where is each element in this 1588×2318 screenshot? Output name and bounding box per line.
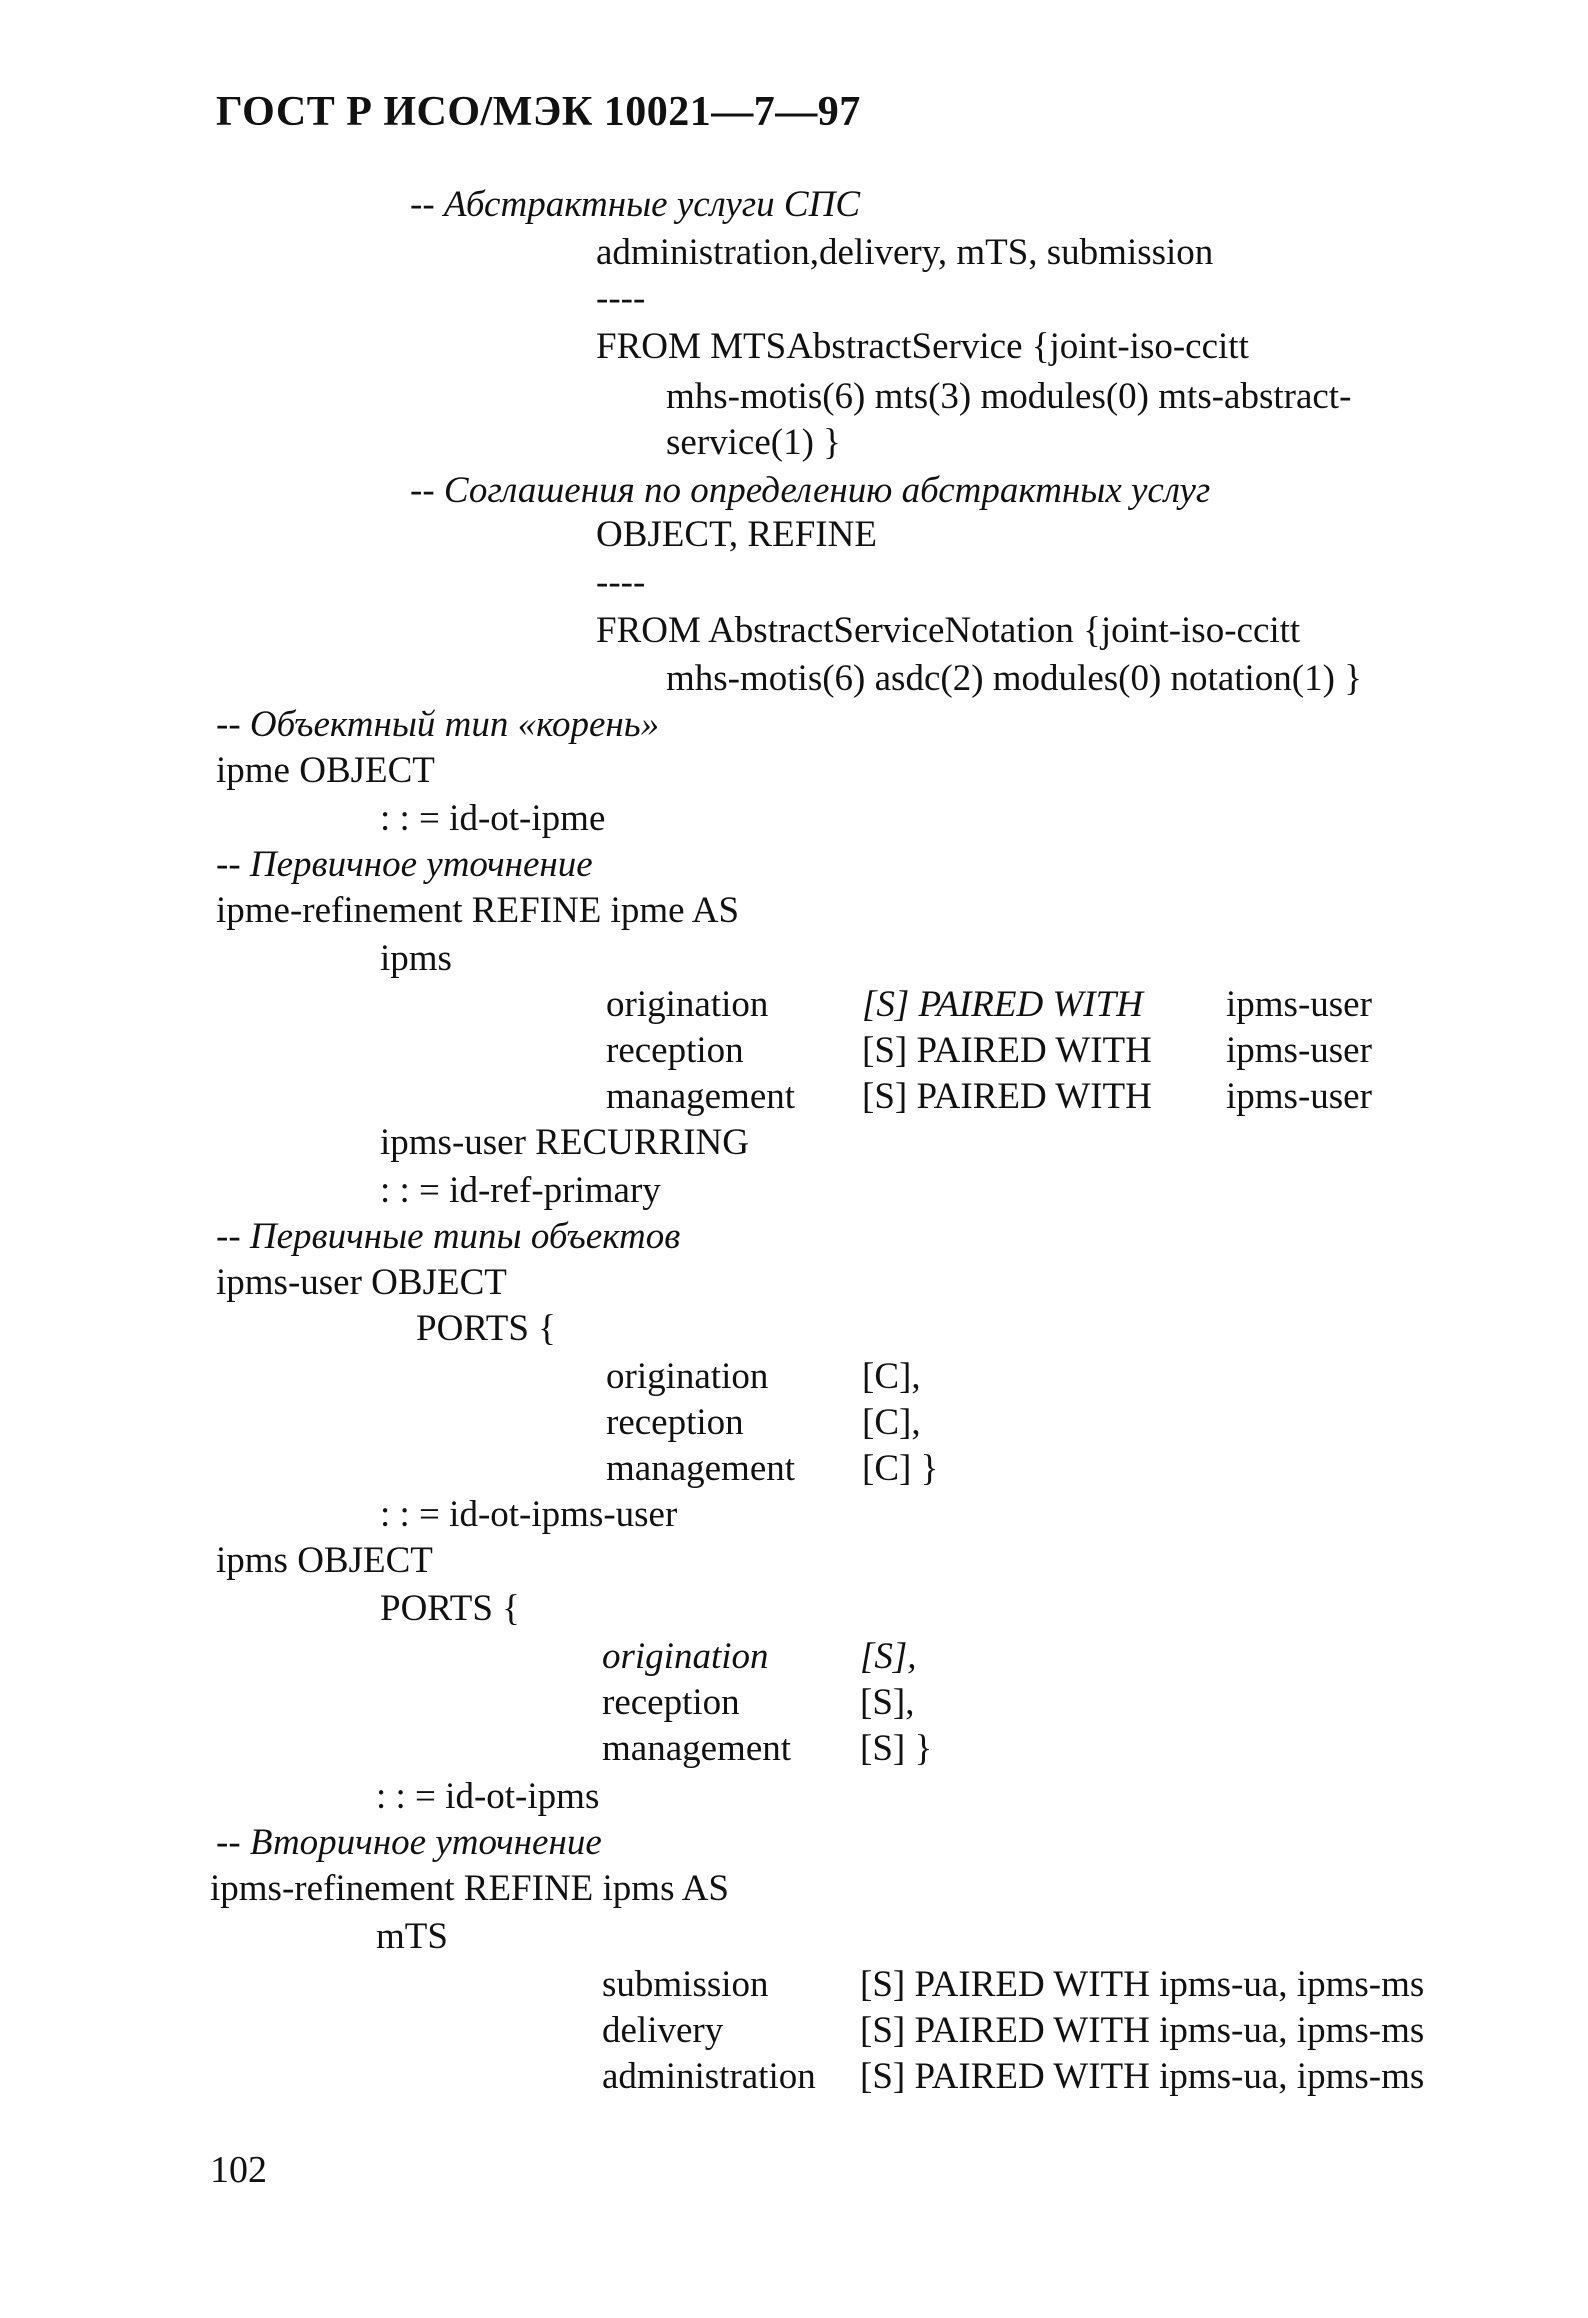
comment-line: -- Соглашения по определению абстрактных услуг [410, 470, 1211, 511]
comment-line: -- Вторичное уточнение [216, 1822, 602, 1863]
code-line: ipms [380, 938, 452, 979]
port-spec: [S], [860, 1636, 917, 1677]
port-name: submission [602, 1964, 769, 2005]
code-line: FROM AbstractServiceNotation {joint-iso-ccitt [596, 610, 1301, 651]
code-line: ipms-user RECURRING [380, 1122, 749, 1163]
port-name: reception [606, 1402, 744, 1443]
port-spec: [C], [862, 1356, 921, 1397]
code-line: PORTS { [416, 1308, 556, 1349]
port-spec: [C] } [862, 1448, 939, 1489]
port-spec: [S] PAIRED WITH [862, 1030, 1152, 1071]
comment-line: -- Первичное уточнение [216, 844, 593, 885]
code-line: : : = id-ot-ipms-user [380, 1494, 678, 1535]
page-number: 102 [210, 2149, 267, 2191]
port-name: reception [606, 1030, 744, 1071]
code-line: administration,delivery, mTS, submission [596, 232, 1214, 273]
code-line: OBJECT, REFINE [596, 514, 877, 555]
code-line: : : = id-ref-primary [380, 1170, 661, 1211]
port-name: management [606, 1076, 796, 1117]
port-peer: ipms-user [1226, 1076, 1372, 1117]
comment-line: -- Объектный тип «корень» [216, 704, 660, 745]
port-spec: [C], [862, 1402, 921, 1443]
port-name: delivery [602, 2010, 724, 2051]
code-line: mhs-motis(6) asdc(2) modules(0) notation(1) } [666, 658, 1362, 699]
port-spec: [S], [860, 1682, 915, 1723]
code-line: mhs-motis(6) mts(3) modules(0) mts-abstract- [666, 376, 1352, 417]
port-name: management [602, 1728, 792, 1769]
port-spec: [S] PAIRED WITH [862, 984, 1143, 1025]
port-peer: ipms-user [1226, 984, 1372, 1025]
port-spec: [S] PAIRED WITH ipms-ua, ipms-ms [860, 2010, 1425, 2051]
port-name: origination [606, 1356, 769, 1397]
code-line: FROM MTSAbstractService {joint-iso-ccitt [596, 326, 1249, 367]
port-peer: ipms-user [1226, 1030, 1372, 1071]
code-line: ipms-refinement REFINE ipms AS [210, 1868, 729, 1909]
comment-line: -- Первичные типы объектов [216, 1216, 681, 1257]
port-spec: [S] } [860, 1728, 933, 1769]
document-header: ГОСТ Р ИСО/МЭК 10021—7—97 [216, 89, 861, 135]
code-line: ipms-user OBJECT [216, 1262, 507, 1303]
port-spec: [S] PAIRED WITH ipms-ua, ipms-ms [860, 2056, 1425, 2097]
port-name: administration [602, 2056, 816, 2097]
code-line: ipme-refinement REFINE ipme AS [216, 890, 740, 931]
code-line: ipme OBJECT [216, 750, 435, 791]
port-name: reception [602, 1682, 740, 1723]
code-line: ---- [596, 562, 646, 603]
port-spec: [S] PAIRED WITH ipms-ua, ipms-ms [860, 1964, 1425, 2005]
comment-line: -- Абстрактные услуги СПС [410, 184, 860, 225]
code-line: : : = id-ot-ipme [380, 798, 606, 839]
port-name: origination [602, 1636, 769, 1677]
code-line: mTS [376, 1916, 448, 1957]
code-line: ipms OBJECT [216, 1540, 433, 1581]
code-line: ---- [596, 278, 646, 319]
port-name: origination [606, 984, 769, 1025]
port-name: management [606, 1448, 796, 1489]
code-line: service(1) } [666, 422, 841, 463]
code-line: PORTS { [380, 1588, 520, 1629]
port-spec: [S] PAIRED WITH [862, 1076, 1152, 1117]
code-line: : : = id-ot-ipms [376, 1776, 600, 1817]
